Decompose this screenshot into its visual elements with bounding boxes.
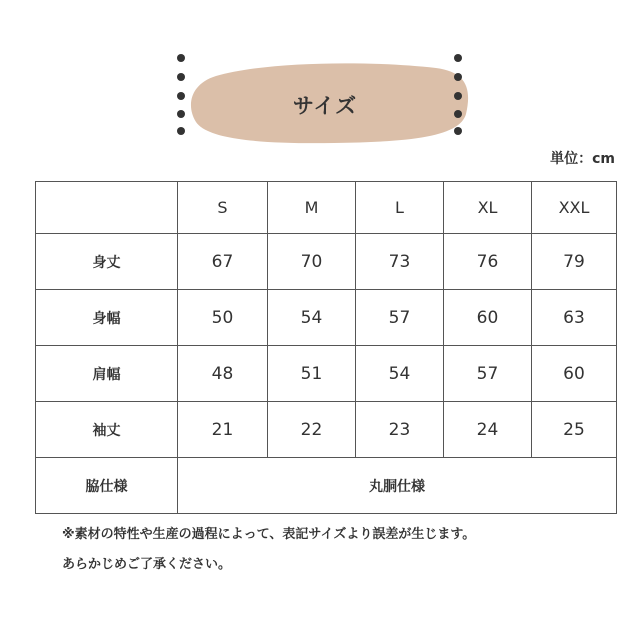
table-header-row — [36, 182, 617, 234]
header-size-s: S — [178, 182, 268, 234]
row-label: 身幅 — [36, 290, 178, 346]
table-cell: 22 — [268, 402, 356, 458]
header-size-xl: XL — [444, 182, 532, 234]
row-label: 袖丈 — [36, 402, 178, 458]
header-size-m: M — [268, 182, 356, 234]
table-cell: 60 — [532, 346, 617, 402]
note-line-1: ※素材の特性や生産の過程によって、表記サイズより誤差が生じます。 — [62, 527, 476, 542]
table-row-side-spec — [36, 458, 617, 514]
dot-left-4 — [177, 110, 185, 118]
table-cell: 25 — [532, 402, 617, 458]
table-cell: 21 — [178, 402, 268, 458]
table-row — [36, 402, 617, 458]
table-cell: 23 — [356, 402, 444, 458]
table-cell: 51 — [268, 346, 356, 402]
header-size-l: L — [356, 182, 444, 234]
table-row — [36, 234, 617, 290]
table-cell: 57 — [356, 290, 444, 346]
table-cell: 54 — [268, 290, 356, 346]
dot-left-2 — [177, 73, 185, 81]
table-cell: 76 — [444, 234, 532, 290]
table-cell: 50 — [178, 290, 268, 346]
table-cell: 48 — [178, 346, 268, 402]
dot-left-5 — [177, 127, 185, 135]
table-cell: 73 — [356, 234, 444, 290]
table-cell: 79 — [532, 234, 617, 290]
table-cell: 63 — [532, 290, 617, 346]
unit-label: 単位：cm — [550, 151, 615, 167]
header-corner-cell — [36, 182, 178, 234]
table-cell: 67 — [178, 234, 268, 290]
header-size-xxl: XXL — [532, 182, 617, 234]
row-label: 肩幅 — [36, 346, 178, 402]
table-cell: 24 — [444, 402, 532, 458]
table-cell: 70 — [268, 234, 356, 290]
merged-spec-cell: 丸胴仕様 — [178, 458, 617, 514]
dot-right-5 — [454, 127, 462, 135]
note-text — [62, 520, 622, 580]
dot-left-3 — [177, 92, 185, 100]
table-row — [36, 346, 617, 402]
dot-left-1 — [177, 54, 185, 62]
table-cell: 57 — [444, 346, 532, 402]
row-label: 身丈 — [36, 234, 178, 290]
dot-right-4 — [454, 110, 462, 118]
dot-right-3 — [454, 92, 462, 100]
table-row — [36, 290, 617, 346]
dot-right-1 — [454, 54, 462, 62]
page-title: サイズ — [292, 94, 358, 118]
dot-right-2 — [454, 73, 462, 81]
row-label: 脇仕様 — [36, 458, 178, 514]
size-table — [35, 181, 617, 514]
note-line-2: あらかじめご了承ください。 — [62, 557, 232, 572]
table-cell: 54 — [356, 346, 444, 402]
table-cell: 60 — [444, 290, 532, 346]
